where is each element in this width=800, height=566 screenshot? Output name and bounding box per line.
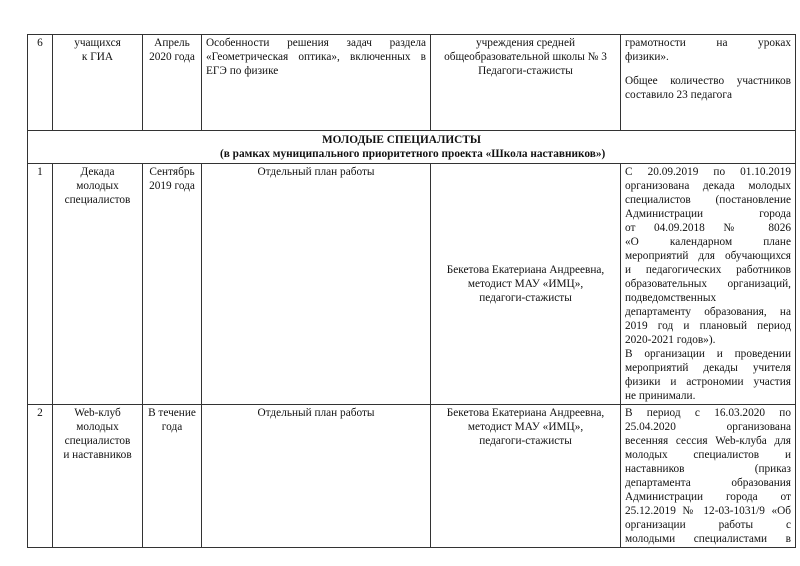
result-line: 2020-2021 годов»). [625,334,716,346]
result-line: организована декада молодых [625,180,791,192]
event-result [621,405,796,548]
result-line: от 04.09.2018 № 8026 [625,222,791,234]
event-content: Отдельный план работы [202,164,431,405]
result-line: В период с 16.03.2020 по [625,407,791,419]
result-line: молодыми специалистами в [625,533,791,545]
event-name: Декада молодых специалистов [53,164,143,405]
result-line: мероприятий для обучающихся [625,250,791,262]
result-line: не принимали. [625,390,696,402]
section-subtitle: (в рамках муниципального приоритетного проекта «Школа наставников») [220,148,606,160]
row-number: 2 [28,405,53,548]
result-line: специалистов (постановление [625,194,791,206]
result-line: департаменту образования, на [625,306,791,318]
result-line: 25.04.2020 организована [625,421,791,433]
table-row [28,164,796,405]
result-line: наставников (приказ [625,463,791,475]
row-number: 6 [28,35,53,131]
event-result: грамотности на уроках физики». Общее количество участников составило 23 педагога [621,35,796,131]
event-responsible: Бекетова Екатериана Андреевна, методист МАУ «ИМЦ», педагоги-стажисты [431,164,621,405]
event-result [621,164,796,405]
event-responsible: Бекетова Екатериана Андреевна, методист МАУ «ИМЦ», педагоги-стажисты [431,405,621,548]
result-line: образовательных организаций, [625,278,791,290]
event-date: Сентябрь 2019 года [143,164,202,405]
result-line: С 20.09.2019 по 01.10.2019 [625,166,791,178]
result-line: 2019 год и плановый период [625,320,791,332]
event-content: Особенности решения задач раздела «Геометрическая оптика», включенных в ЕГЭ по физике [202,35,431,131]
result-line: 25.12.2019 № 12-03-1031/9 «Об [625,505,791,517]
result-line: «О календарном плане [625,236,791,248]
event-name: Web-клуб молодых специалистов и наставников [53,405,143,548]
result-line: физики и астрономии участия [625,376,791,388]
result-line: организации работы с [625,519,791,531]
activities-table [27,34,796,548]
table-row [28,405,796,548]
section-title: МОЛОДЫЕ СПЕЦИАЛИСТЫ [322,134,481,146]
result-line: В организации и проведении [625,348,791,360]
event-responsible: учреждения средней общеобразовательной школы № 3 Педагоги-стажисты [431,35,621,131]
event-name: учащихся к ГИА [53,35,143,131]
event-content: Отдельный план работы [202,405,431,548]
event-date: Апрель 2020 года [143,35,202,131]
section-header-row [28,131,796,164]
result-line: молодых специалистов и [625,449,791,461]
result-line: департамента образования [625,477,791,489]
section-header [28,131,796,164]
result-line: Администрации города [625,208,791,220]
table-row [28,35,796,131]
result-line: подведомственных [625,292,717,304]
result-line: мероприятий декады учителя [625,362,791,374]
event-date: В течение года [143,405,202,548]
result-line: и педагогических работников [625,264,791,276]
row-number: 1 [28,164,53,405]
result-line: весенняя сессия Web-клуба для [625,435,791,447]
result-line: Администрации города от [625,491,791,503]
